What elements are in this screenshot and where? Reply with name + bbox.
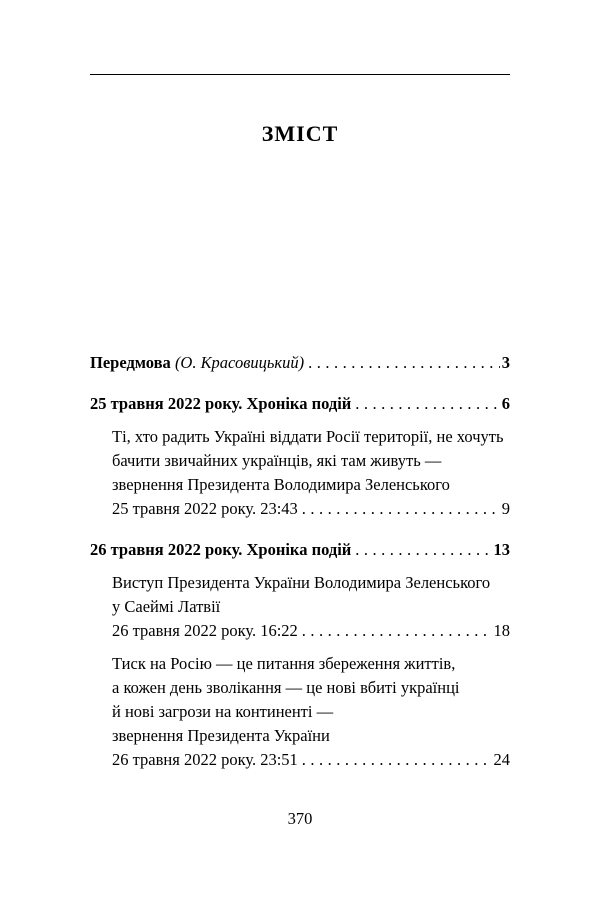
toc-entry-chapter-25-may (90, 392, 510, 416)
toc-entry-line: Виступ Президента України Володимира Зеленського (112, 573, 491, 592)
toc-entry-address-25-may (90, 425, 510, 521)
toc-page-number: 3 (501, 353, 510, 372)
toc-entry-preface (90, 351, 510, 375)
toc-entry-title: 25 травня 2022 року. Хроніка подій (90, 394, 352, 413)
dot-leader (355, 392, 499, 416)
toc-entry-line (112, 497, 510, 521)
toc-entry-line (90, 538, 510, 562)
toc-entry-line (90, 351, 510, 375)
toc-entry-title (90, 351, 304, 375)
toc-entry-line: звернення Президента Володимира Зеленського (112, 475, 450, 494)
dot-leader (302, 619, 492, 643)
toc-page-number: 9 (501, 499, 510, 518)
toc-entry-line: а кожен день зволікання — це нові вбиті українці (112, 678, 460, 697)
toc-entry-date: 25 травня 2022 року. 23:43 (112, 499, 298, 518)
folio-page-number: 370 (287, 809, 313, 828)
toc-entry-date: 26 травня 2022 року. 23:51 (112, 750, 298, 769)
toc-entry-line (90, 392, 510, 416)
toc-entry-line: Ті, хто радить Україні віддати Росії території, не хочуть (112, 427, 504, 446)
toc-page-number: 24 (493, 750, 510, 769)
toc-entry-line: бачити звичайних українців, які там живуть — (112, 451, 442, 470)
table-of-contents (90, 351, 510, 772)
header-rule (90, 74, 510, 75)
toc-entry-title-bold: Передмова (90, 353, 171, 372)
toc-entry-speech-saeima (90, 571, 510, 643)
toc-page-number: 13 (493, 540, 510, 559)
toc-entry-line: у Саеймі Латвії (112, 597, 221, 616)
toc-entry-line (112, 619, 510, 643)
toc-entry-line (112, 748, 510, 772)
toc-entry-title-italic: (О. Красовицький) (170, 353, 305, 372)
toc-entry-line: звернення Президента України (112, 726, 330, 745)
toc-entry-line: Тиск на Росію — це питання збереження життів, (112, 654, 456, 673)
toc-entry-line: й нові загрози на континенті — (112, 702, 334, 721)
toc-entry-address-26-may (90, 652, 510, 772)
toc-entry-chapter-26-may (90, 538, 510, 562)
toc-page-number: 18 (493, 621, 510, 640)
toc-page-number: 6 (501, 394, 510, 413)
dot-leader (355, 538, 491, 562)
toc-entry-date: 26 травня 2022 року. 16:22 (112, 621, 298, 640)
page-content (90, 74, 510, 772)
dot-leader (302, 748, 492, 772)
page-title: ЗМІСТ (261, 121, 339, 146)
toc-entry-title: 26 травня 2022 року. Хроніка подій (90, 540, 352, 559)
dot-leader (308, 351, 500, 375)
dot-leader (302, 497, 500, 521)
